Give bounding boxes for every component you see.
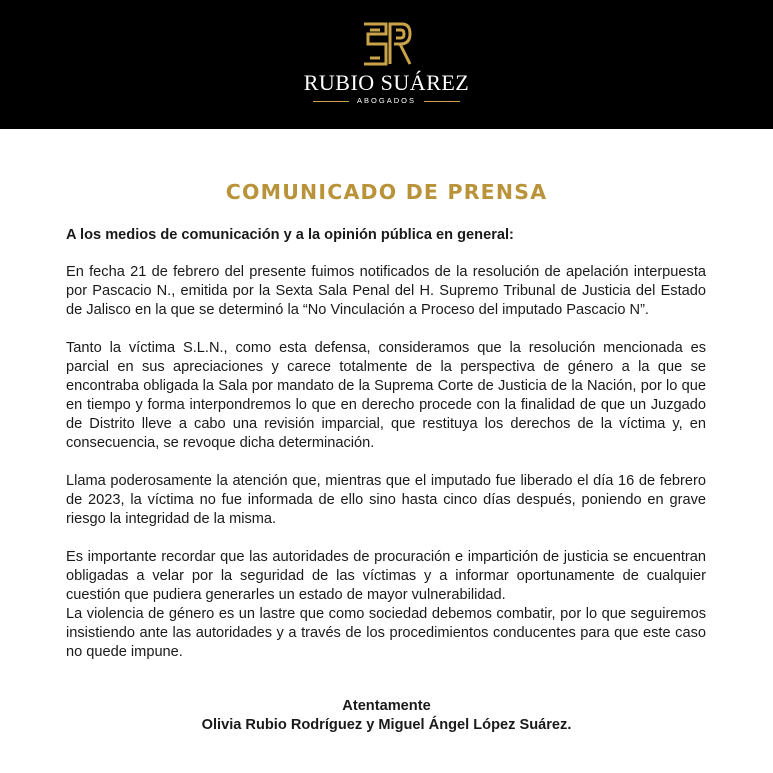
closing-block	[0, 697, 773, 735]
salutation: A los medios de comunicación y a la opinión pública en general:	[66, 227, 514, 243]
paragraph: Es importante recordar que las autoridades de procuración e impartición de justicia se encuentran obligadas a velar por la seguridad de las víctimas y a informar oportunamente de cualquier cuestión que pudiera generarles un estado de mayor vulnerabilidad.	[66, 549, 706, 603]
paragraph: La violencia de género es un lastre que como sociedad debemos combatir, por lo que seguiremos insistiendo ante las autoridades y a través de los procedimientos conducentes para que este caso no quede impune.	[66, 606, 706, 660]
rs-monogram-icon	[360, 20, 412, 68]
signatories: Olivia Rubio Rodríguez y Miguel Ángel López Suárez.	[201, 717, 572, 733]
header-banner	[0, 0, 773, 129]
paragraph: Llama poderosamente la atención que, mientras que el imputado fue liberado el día 16 de febrero de 2023, la víctima no fue informada de ello sino hasta cinco días después, poniendo en grave riesgo la integridad de la misma.	[66, 473, 706, 527]
paragraph: Tanto la víctima S.L.N., como esta defensa, consideramos que la resolución mencionada es parcial en sus apreciaciones y carece totalmente de la perspectiva de género a la que se encontraba obligada la Sala por mandato de la Suprema Corte de Justicia de la Nación, por lo que en tiempo y forma interpondremos lo que en derecho procede con la finalidad de que un Juzgado de Distrito lleve a cabo una revisión imparcial, que restituya los derechos de la víctima y, en consecuencia, se revoque dicha determinación.	[66, 340, 706, 451]
firm-subtitle: ABOGADOS	[357, 96, 416, 105]
firm-name: RUBIO SUÁREZ	[303, 70, 470, 95]
document-body	[66, 226, 706, 681]
paragraph: En fecha 21 de febrero del presente fuimos notificados de la resolución de apelación interpuesta por Pascacio N., emitida por la Sexta Sala Penal del H. Supremo Tribunal de Justicia del Estado de Jalisco en la que se determinó la “No Vinculación a Proceso del imputado Pascacio N”.	[66, 264, 706, 318]
document-title: COMUNICADO DE PRENSA	[225, 180, 548, 204]
closing: Atentamente	[342, 698, 431, 714]
